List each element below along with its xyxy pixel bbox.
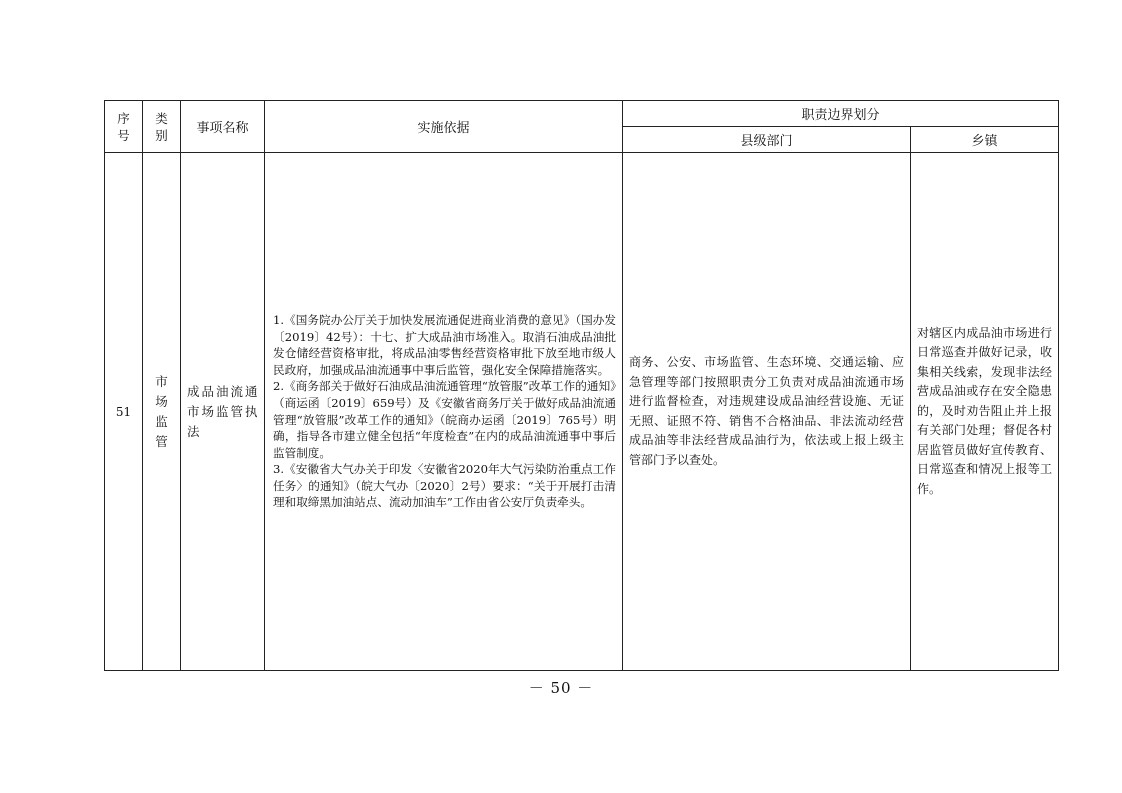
basis-paragraph-3: 3.《安徽省大气办关于印发〈安徽省2020年大气污染防治重点工作任务〉的通知》（皖大气办〔2020〕2号）要求：“关于开展打击清理和取缔黑加油站点、流动加油车”工作由省公安厅负责牵头。 [273,462,616,510]
table-row [105,153,1059,671]
row-town-duty: 对辖区内成品油市场进行日常巡查并做好记录，收集相关线索，发现非法经营成品油或存在安全隐患的，及时劝告阻止并上报有关部门处理；督促各村居监管员做好宣传教育、日常巡查和情况上报等工作。 [911,153,1059,671]
row-basis [265,153,623,671]
row-county-duty: 商务、公安、市场监管、生态环境、交通运输、应急管理等部门按照职责分工负责对成品油流通市场进行监督检查，对违规建设成品油经营设施、无证无照、证照不符、销售不合格油品、非法流动经营成品油等非法经营成品油行为，依法或上报上级主管部门予以查处。 [623,153,911,671]
header-seq [105,101,143,153]
basis-paragraph-2: 2.《商务部关于做好石油成品油流通管理“放管服”改革工作的通知》（商运函〔2019〕659号）及《安徽省商务厅关于做好成品油流通管理“放管服”改革工作的通知》（皖商办运函〔2019〕765号）明确，指导各市建立健全包括“年度检查”在内的成品油流通事中事后监管制度。 [273,379,616,460]
page-number: － 50 － [528,679,594,697]
header-basis: 实施依据 [265,101,623,153]
row-category-char: 监 [155,413,168,429]
header-seq-line1: 序 [117,110,130,126]
row-category-char: 场 [155,393,168,409]
header-category-line1: 类 [155,110,168,126]
header-town: 乡镇 [911,127,1059,153]
header-row-top [105,101,1059,127]
row-category [143,153,181,671]
row-category-char: 市 [155,373,168,389]
responsibility-table [104,100,1059,671]
header-item-name: 事项名称 [181,101,265,153]
header-category [143,101,181,153]
row-item-name: 成品油流通市场监管执法 [181,153,265,671]
header-county: 县级部门 [623,127,911,153]
header-seq-line2: 号 [117,127,130,143]
row-category-char: 管 [155,433,168,449]
basis-paragraph-1: 1.《国务院办公厅关于加快发展流通促进商业消费的意见》（国办发〔2019〕42号）：十七、扩大成品油市场准入。取消石油成品油批发仓储经营资格审批，将成品油零售经营资格审批下放至地市级人民政府，加强成品油流通事中事后监管，强化安全保障措施落实。 [273,312,616,377]
row-number: 51 [105,153,143,671]
header-division: 职责边界划分 [623,101,1059,127]
header-category-line2: 别 [155,127,168,143]
